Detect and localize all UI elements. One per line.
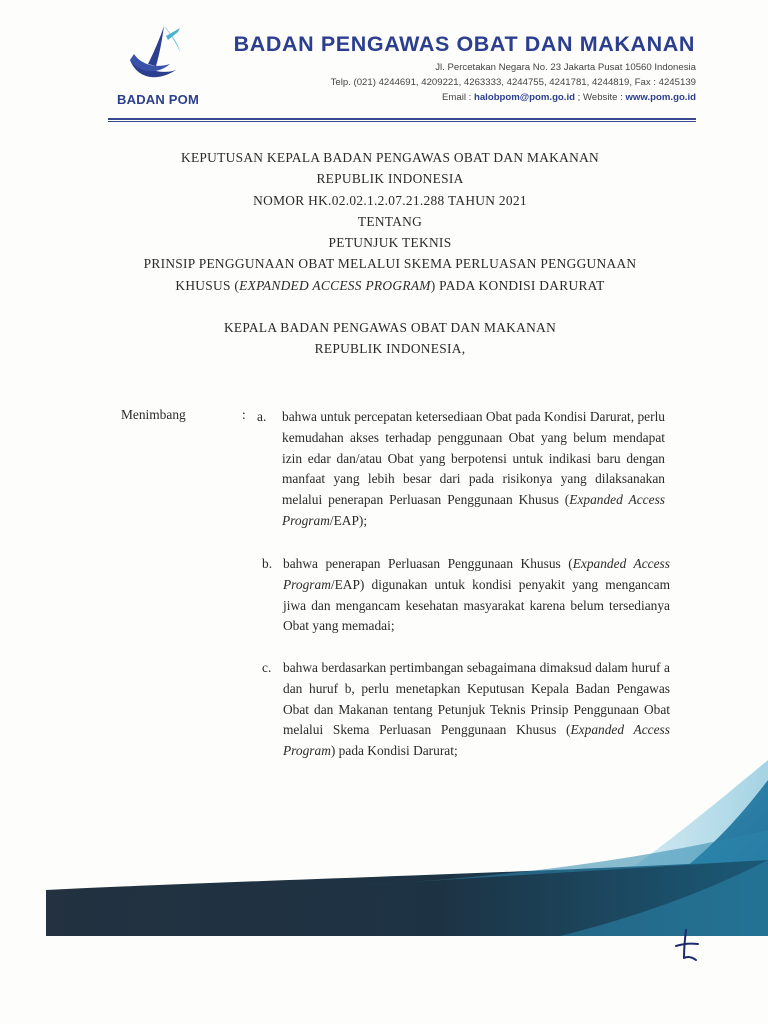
initial-signature <box>672 926 702 966</box>
clause-letter: b. <box>262 556 273 571</box>
title-line-7-italic: EXPANDED ACCESS PROGRAM <box>239 277 431 293</box>
clause-b-italic: Expanded Access Program <box>283 556 670 592</box>
clause-a-italic: Expanded Access Program <box>282 492 665 528</box>
menimbang-colon: : <box>242 407 246 422</box>
badan-pom-logo <box>112 24 202 110</box>
issuer-heading <box>120 317 660 360</box>
organization-name: BADAN PENGAWAS OBAT DAN MAKANAN <box>233 32 695 56</box>
clause-b-text: bahwa penerapan Perluasan Penggunaan Khusus ( <box>283 556 573 571</box>
title-line-5: PETUNJUK TEKNIS <box>328 235 452 251</box>
letterhead <box>0 0 768 130</box>
badan-pom-emblem-icon <box>120 24 196 92</box>
title-line-6: PRINSIP PENGGUNAAN OBAT MELALUI SKEMA PERLUASAN PENGGUNAAN <box>143 256 637 272</box>
issuer-line-1: KEPALA BADAN PENGAWAS OBAT DAN MAKANAN <box>223 320 557 335</box>
logo-wordmark: BADAN POM <box>117 92 199 107</box>
clause-letter: a. <box>257 409 267 424</box>
clause-a <box>257 407 665 532</box>
title-line-1: KEPUTUSAN KEPALA BADAN PENGAWAS OBAT DAN MAKANAN <box>180 150 600 165</box>
issuer-line-2: REPUBLIK INDONESIA, <box>314 341 466 357</box>
title-line-2: REPUBLIK INDONESIA <box>316 171 464 187</box>
email-label: Email : <box>441 92 474 103</box>
title-line-7-pre: KHUSUS ( <box>175 277 240 293</box>
decree-number: NOMOR HK.02.02.1.2.07.21.288 TAHUN 2021 <box>253 192 527 208</box>
clause-a-post: /EAP); <box>329 512 368 528</box>
contact-line <box>442 92 696 103</box>
menimbang-label: Menimbang <box>121 407 186 422</box>
clause-letter: c. <box>262 660 272 675</box>
clause-b-post: /EAP) digunakan untuk kondisi penyakit yang mengancam jiwa dan mengancam kesehatan masyarakat karena belum tersedianya Obat yang memadai; <box>283 576 670 634</box>
clause-c-italic: Expanded Access Program <box>283 722 670 759</box>
decree-title <box>120 147 660 296</box>
email-link[interactable]: halobpom@pom.go.id <box>473 92 575 103</box>
clause-c-text: bahwa berdasarkan pertimbangan sebagaimana dimaksud dalam huruf a dan huruf b, perlu menetapkan Keputusan Kepala Badan Pengawas Obat dan Makanan tentang Petunjuk Teknis Prinsip Penggunaan Obat melalui Skema Perluasan Penggunaan Khusus ( <box>283 660 670 738</box>
title-line-7-post: ) PADA KONDISI DARURAT <box>430 277 605 293</box>
footer-wave-graphic <box>0 740 768 960</box>
letterhead-rule <box>108 118 696 120</box>
address: Jl. Percetakan Negara No. 23 Jakarta Pusat 10560 Indonesia <box>435 62 696 73</box>
website-label: ; Website : <box>574 92 626 103</box>
clause-b <box>262 554 670 637</box>
letterhead-rule-thin <box>108 121 696 122</box>
title-line-7 <box>120 275 660 296</box>
clause-a-text: bahwa untuk percepatan ketersediaan Obat pada Kondisi Darurat, perlu kemudahan akses terhadap penggunaan Obat yang belum mendapat izin edar dan/atau Obat yang berpotensi untuk indikasi baru dengan manfaat yang lebih besar dari pada risikonya yang dilaksanakan melalui penerapan Perluasan Penggunaan Khusus ( <box>282 409 665 508</box>
clause-text <box>282 407 665 532</box>
title-tentang: TENTANG <box>357 213 423 229</box>
phone-fax: Telp. (021) 4244691, 4209221, 4263333, 4244755, 4241781, 4244819, Fax : 4245139 <box>330 77 696 88</box>
clause-text <box>283 554 670 637</box>
website-link[interactable]: www.pom.go.id <box>625 92 696 103</box>
clause-c-post: ) pada Kondisi Darurat; <box>330 743 458 759</box>
